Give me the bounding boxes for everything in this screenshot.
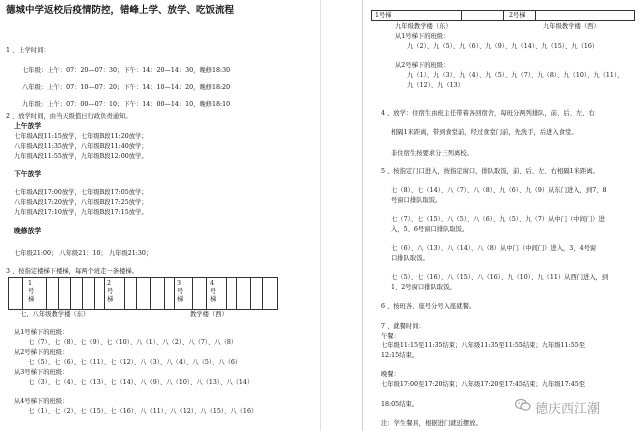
stair-cell-divider [70,277,71,309]
stair-1-cell: 1 号 梯 [28,280,35,303]
document-page-right [362,0,640,431]
pm-dismissal-row: 九年级A段17:10放学，九年级B段17:15放学。 [14,209,148,216]
building-west-label: 教学楼（西） [190,311,228,318]
section-5-line: 口排队取饭。 [391,255,429,262]
stair-diagram [8,277,278,310]
stair-2-classes: 七（5）、七（6）、七（11）、七（12）、八（3）、八（4）、八（5）、八（6） [28,359,242,366]
section-5-line: 七（5）、七（16）、八（15）、八（16）、九（10）、九（11）从西门进入，到 [391,274,609,281]
lunch-label: 午餐： [381,333,400,340]
pm-dismissal-row: 八年级A段17:20放学，八年级B段17:25放学； [14,199,148,206]
night-dismissal-row: 七年级21:00； 八年级21：10； 九年级21:30； [14,250,153,257]
lunch-time-line: 七年级11:15至11:35结束；八年级11:35至11:55结束；九年级11:55至 [381,342,586,349]
section-3-heading: 3 、按指定楼梯下楼梯，每两个班走一条楼梯。 [6,268,138,275]
pm-dismissal-row: 七年级A段17:00放学，七年级B段17:05放学； [14,189,148,196]
stair-cell-divider [104,277,105,309]
stair-cell-divider [94,277,95,309]
am-dismissal-row: 九年级A段11:55放学，九年级B段12:00放学。 [14,153,148,160]
stair-cell-divider [150,277,151,309]
stair-cell-divider [503,10,504,20]
section-2-heading: 2 、放学时间，由当天级值日行政负责通知。 [6,113,132,120]
stair-2-classes: 九（1）、九（3）、九（4）、九（5）、九（7）、九（8）、九（10）、九（11）、 [407,72,624,79]
section-4-line: 相隔1米距离，带到食堂前，经过食堂门前，先洗手，后进入食堂。 [391,129,578,136]
stair-cell-divider [192,277,193,309]
document-page-left [0,0,318,431]
stair-3-cell: 3 号 梯 [177,280,184,303]
stair-cell-divider [206,277,207,309]
stair-cell-divider [58,277,59,309]
section-7-heading: 7 、就餐时间： [381,323,425,330]
grade-7-arrival: 七年级：上午：07：20—07：30；下午：14：20—14：30，晚修18:30 [22,67,231,74]
stair-cell-divider [164,277,165,309]
stair-2-cell: 2号梯 [509,12,526,19]
stair-2-cell: 2 号 梯 [107,280,114,303]
stair-1-label: 从1号梯下的班级： [395,33,450,40]
building-east-label: 七、八年级教学楼（东） [20,311,90,318]
dinner-label: 晚餐： [381,371,400,378]
stair-cell-divider [82,277,83,309]
stair-cell-divider [174,277,175,309]
stair-cell-divider [262,277,263,309]
am-dismissal-row: 八年级A段11:35放学，八年级B段11:40放学； [14,143,148,150]
grade-9-arrival: 九年级：上午：07：00—07：10；下午：14：00—14：10，晚修18:10 [22,101,231,108]
stair-cell-divider [250,277,251,309]
stair-3-label: 从3号梯下的班级： [14,369,69,376]
page-gap [318,0,362,431]
stair-cell-divider [535,10,536,20]
section-5-line: 1、2号窗口排队取饭。 [391,284,456,291]
section-5-line: 5 、按指定门口进入，按指定窗口，排队取饭，前、后、左、右相隔1米距离。 [381,168,599,175]
stair-cell-divider [22,277,23,309]
stair-2-classes: 九（12）、九（13） [407,82,464,89]
am-dismissal-heading: 上午放学 [14,122,42,130]
stair-cell-divider [124,277,125,309]
section-6-line: 6 、按班各、座号分号入座就餐。 [381,303,476,310]
stair-4-label: 从4号梯下的班级： [14,398,69,405]
am-dismissal-row: 七年级A段11:15放学，七年级B段11:20放学； [14,133,148,140]
stair-2-label: 从2号梯下的班级： [395,62,450,69]
watermark [515,396,635,416]
stair-4-classes: 七（1）、七（2）、七（15）、七（16）、八（11）、八（12）、八（15）、八（16） [28,408,258,415]
document-title: 德城中学返校后疫情防控，错峰上学、放学、吃饭流程 [6,5,235,16]
building-west-label: 九年级教学楼（西） [543,23,600,30]
stair-1-cell: 1号梯 [375,12,392,19]
night-dismissal-heading: 晚修放学 [14,227,42,235]
stair-1-label: 从1号梯下的班级： [14,329,69,336]
dinner-time-line: 18:05结束。 [381,401,419,408]
pm-dismissal-heading: 下午放学 [14,170,42,178]
section-1-heading: 1 、上学时间： [6,47,50,54]
dinner-time-line: 七年级17:00至17:20结束；八年级17:20至17:45结束；九年级17:45至 [381,381,586,388]
wechat-icon [515,398,531,412]
stair-cell-divider [226,277,227,309]
section-5-line: 七（8）、七（14）、八（7）、八（8）、九（6）、九（9）从东门进入，到7、8 [391,187,607,194]
lunch-time-line: 12:15结束。 [381,352,419,359]
stair-3-classes: 七（3）、七（4）、七（13）、七（14）、八（9）、八（10）、八（13）、八（14） [28,379,254,386]
grade-8-arrival: 八年级：上午：07：10—07：20；下午：14：10—14：20，晚修18:20 [22,84,231,91]
section-5-line: 七（7）、七（15）、八（5）、八（6）、九（5）、九（7）从中门（中间门）进 [391,216,605,223]
stair-cell-divider [236,277,237,309]
stair-4-cell: 4 号 梯 [210,280,217,303]
section-5-line: 七（6）、八（13）、八（14）、八（8）从中门（中间门）进入，3、4号窗 [391,245,597,252]
stair-cell-divider [136,277,137,309]
stair-cell-divider [46,277,47,309]
section-5-line: 号窗口排队取饭。 [391,197,442,204]
section-5-line: 入，5、6号窗口排队取饭。 [391,226,469,233]
building-east-label: 九年级教学楼（东） [395,23,452,30]
section-4-line: 4 、放学：住宿生由班主任带着各回宿舍，每班分两列排队，前、后、左、右 [381,110,595,117]
stair-1-classes: 九（2）、九（5）、九（6）、九（9）、九（14）、九（15）、九（16） [407,43,599,50]
stair-cell-divider [461,10,462,20]
watermark-text: 德庆西江潮 [535,402,601,417]
section-4-line: 非住宿生按要求分三列离校。 [391,150,473,157]
page-divider [320,0,321,431]
tableware-note: 注：学生餐具，根据进门就近摆放。 [381,420,482,427]
stair-2-label: 从2号梯下的班级： [14,349,69,356]
stair-1-classes: 七（7）、七（8）、七（9）、七（10）、八（1）、八（2）、八（7）、八（8） [28,339,238,346]
